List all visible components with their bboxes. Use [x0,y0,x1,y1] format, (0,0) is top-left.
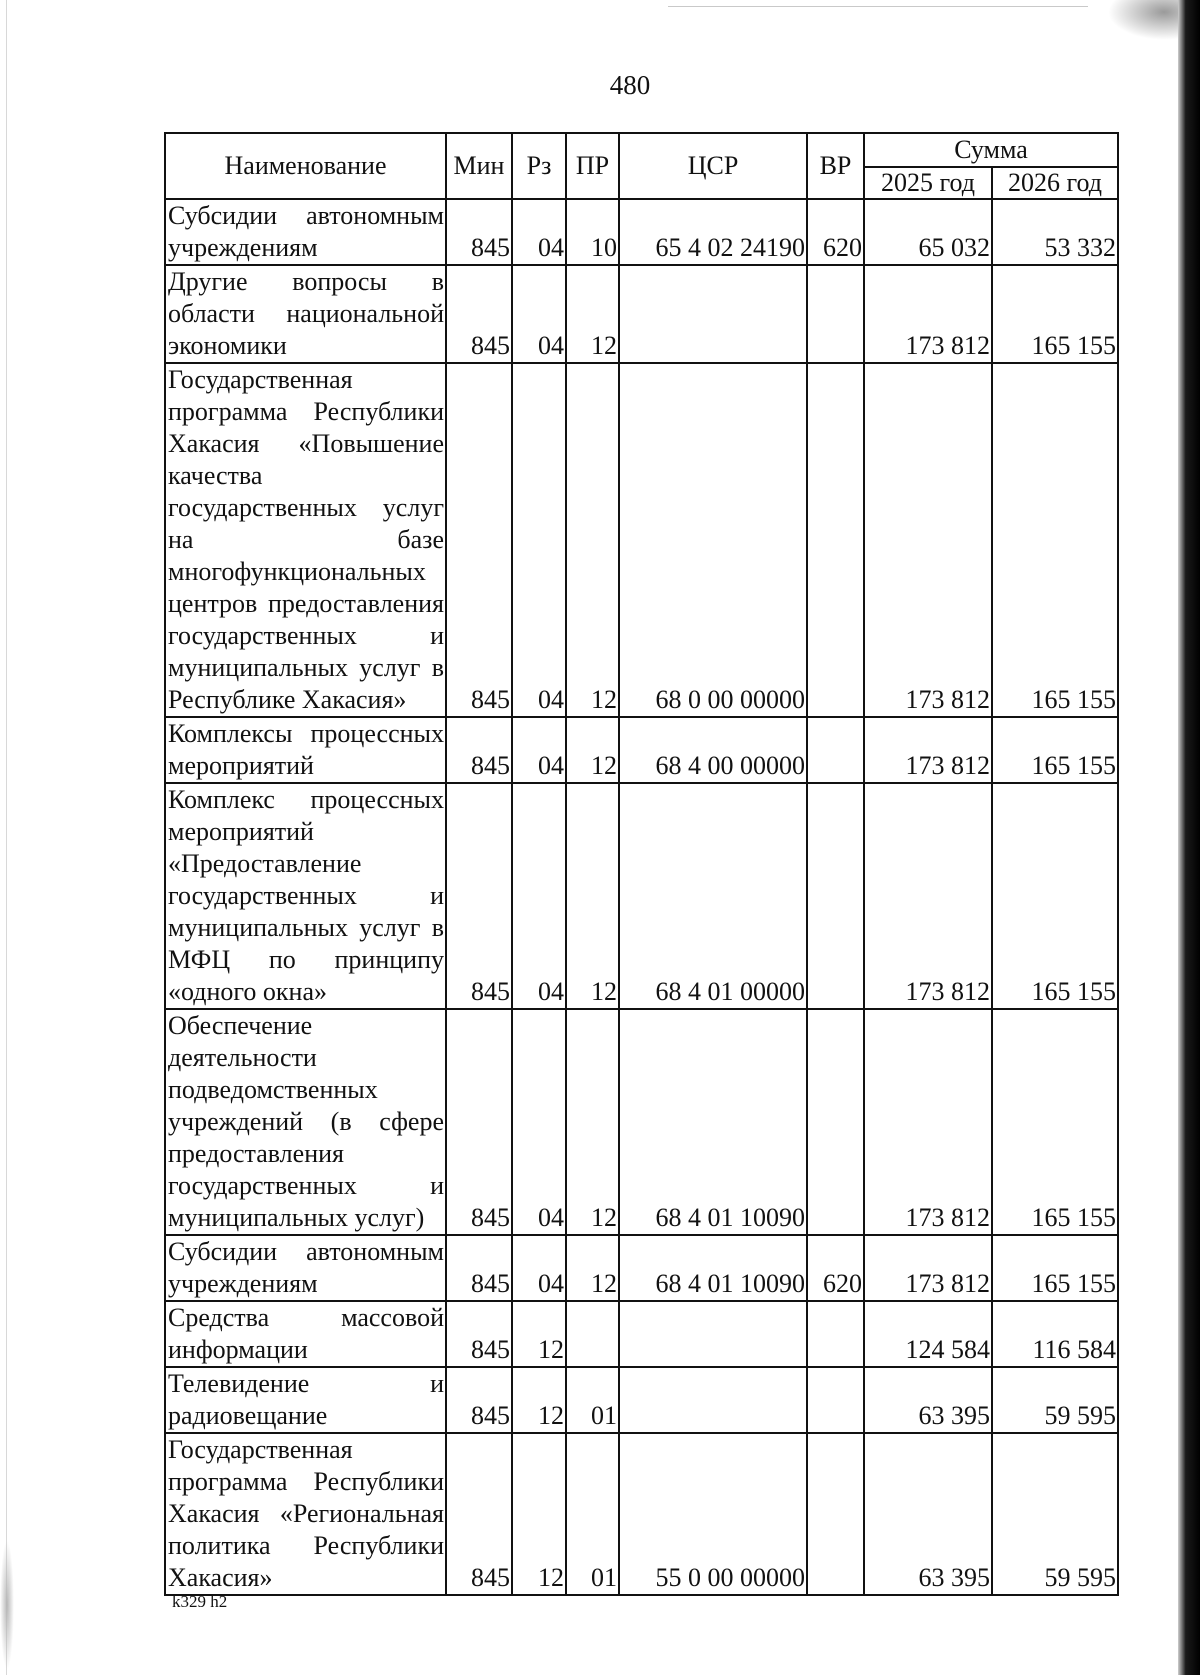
cell-csr [619,1367,807,1433]
cell-sum-2025: 173 812 [864,717,992,783]
cell-vr [807,265,864,363]
cell-sum-2025: 124 584 [864,1301,992,1367]
cell-min: 845 [446,783,512,1009]
cell-name: Субсидии автономным учреждениям [165,199,446,265]
cell-sum-2026: 165 155 [992,265,1118,363]
header-year-2025: 2025 год [864,167,992,199]
table-row [165,265,1118,363]
cell-sum-2025: 173 812 [864,783,992,1009]
cell-name: Государственная программа Республики Хакасия «Повышение качества государственных услуг на базе многофункциональных центров предоставления государственных и муниципальных услуг в Республике Хакасия» [165,363,446,717]
cell-sum-2025: 65 032 [864,199,992,265]
table-row [165,1235,1118,1301]
cell-csr: 68 4 01 10090 [619,1009,807,1235]
scan-artifact-left-line [6,0,7,1675]
cell-csr: 68 4 00 00000 [619,717,807,783]
header-vr: ВР [807,133,864,199]
cell-min: 845 [446,1367,512,1433]
table-row [165,1367,1118,1433]
cell-pr: 12 [566,265,619,363]
cell-csr: 55 0 00 00000 [619,1433,807,1595]
cell-name: Обеспечение деятельности подведомственных учреждений (в сфере предоставления государственных и муниципальных услуг) [165,1009,446,1235]
cell-vr [807,1367,864,1433]
table-header [165,133,1118,199]
cell-min: 845 [446,1235,512,1301]
cell-min: 845 [446,363,512,717]
cell-min: 845 [446,1301,512,1367]
cell-csr: 68 0 00 00000 [619,363,807,717]
cell-sum-2026: 59 595 [992,1433,1118,1595]
table-row [165,1301,1118,1367]
cell-pr [566,1301,619,1367]
cell-rz: 04 [512,1009,566,1235]
cell-min: 845 [446,265,512,363]
cell-min: 845 [446,199,512,265]
cell-vr [807,717,864,783]
cell-rz: 04 [512,717,566,783]
cell-sum-2026: 165 155 [992,783,1118,1009]
cell-rz: 12 [512,1433,566,1595]
header-csr: ЦСР [619,133,807,199]
cell-vr [807,783,864,1009]
cell-sum-2025: 173 812 [864,265,992,363]
cell-rz: 12 [512,1367,566,1433]
cell-name: Другие вопросы в области национальной экономики [165,265,446,363]
cell-sum-2026: 165 155 [992,717,1118,783]
cell-vr [807,1009,864,1235]
header-year-2026: 2026 год [992,167,1118,199]
cell-name: Комплексы процессных мероприятий [165,717,446,783]
cell-vr: 620 [807,1235,864,1301]
table-row [165,717,1118,783]
cell-rz: 04 [512,363,566,717]
cell-vr [807,1301,864,1367]
cell-pr: 01 [566,1367,619,1433]
cell-rz: 04 [512,1235,566,1301]
cell-csr: 65 4 02 24190 [619,199,807,265]
scan-artifact-top-line [668,6,1088,7]
cell-csr [619,1301,807,1367]
cell-sum-2026: 165 155 [992,1009,1118,1235]
cell-name: Телевидение и радиовещание [165,1367,446,1433]
cell-min: 845 [446,1433,512,1595]
cell-rz: 12 [512,1301,566,1367]
scan-artifact-right-edge [1178,0,1200,1675]
table-row [165,363,1118,717]
cell-sum-2026: 116 584 [992,1301,1118,1367]
cell-sum-2026: 165 155 [992,1235,1118,1301]
page-number: 480 [609,70,651,100]
header-rz: Рз [512,133,566,199]
cell-vr [807,363,864,717]
cell-sum-2026: 53 332 [992,199,1118,265]
cell-sum-2025: 173 812 [864,1235,992,1301]
table-row [165,199,1118,265]
footer-code: k329 h2 [172,1592,228,1611]
cell-name: Комплекс процессных мероприятий «Предоставление государственных и муниципальных услуг в МФЦ по принципу «одного окна» [165,783,446,1009]
budget-table [164,132,1119,1596]
scan-artifact-bottom-left [0,1540,14,1670]
cell-min: 845 [446,1009,512,1235]
header-min: Мин [446,133,512,199]
cell-pr: 12 [566,717,619,783]
header-name: Наименование [165,133,446,199]
header-sum: Сумма [864,133,1118,167]
cell-pr: 10 [566,199,619,265]
cell-sum-2026: 165 155 [992,363,1118,717]
cell-sum-2025: 63 395 [864,1433,992,1595]
cell-csr [619,265,807,363]
cell-csr: 68 4 01 10090 [619,1235,807,1301]
cell-name: Государственная программа Республики Хакасия «Региональная политика Республики Хакасия» [165,1433,446,1595]
table-row [165,1433,1118,1595]
cell-pr: 12 [566,1235,619,1301]
table-row [165,783,1118,1009]
cell-vr: 620 [807,199,864,265]
cell-pr: 12 [566,1009,619,1235]
scan-artifact-top-right [1108,0,1178,40]
header-pr: ПР [566,133,619,199]
cell-sum-2025: 63 395 [864,1367,992,1433]
cell-pr: 12 [566,363,619,717]
cell-sum-2026: 59 595 [992,1367,1118,1433]
cell-min: 845 [446,717,512,783]
cell-sum-2025: 173 812 [864,1009,992,1235]
cell-pr: 12 [566,783,619,1009]
cell-name: Средства массовой информации [165,1301,446,1367]
table-body [165,199,1118,1595]
cell-rz: 04 [512,265,566,363]
cell-sum-2025: 173 812 [864,363,992,717]
cell-name: Субсидии автономным учреждениям [165,1235,446,1301]
cell-vr [807,1433,864,1595]
cell-rz: 04 [512,199,566,265]
table-row [165,1009,1118,1235]
cell-rz: 04 [512,783,566,1009]
cell-pr: 01 [566,1433,619,1595]
cell-csr: 68 4 01 00000 [619,783,807,1009]
